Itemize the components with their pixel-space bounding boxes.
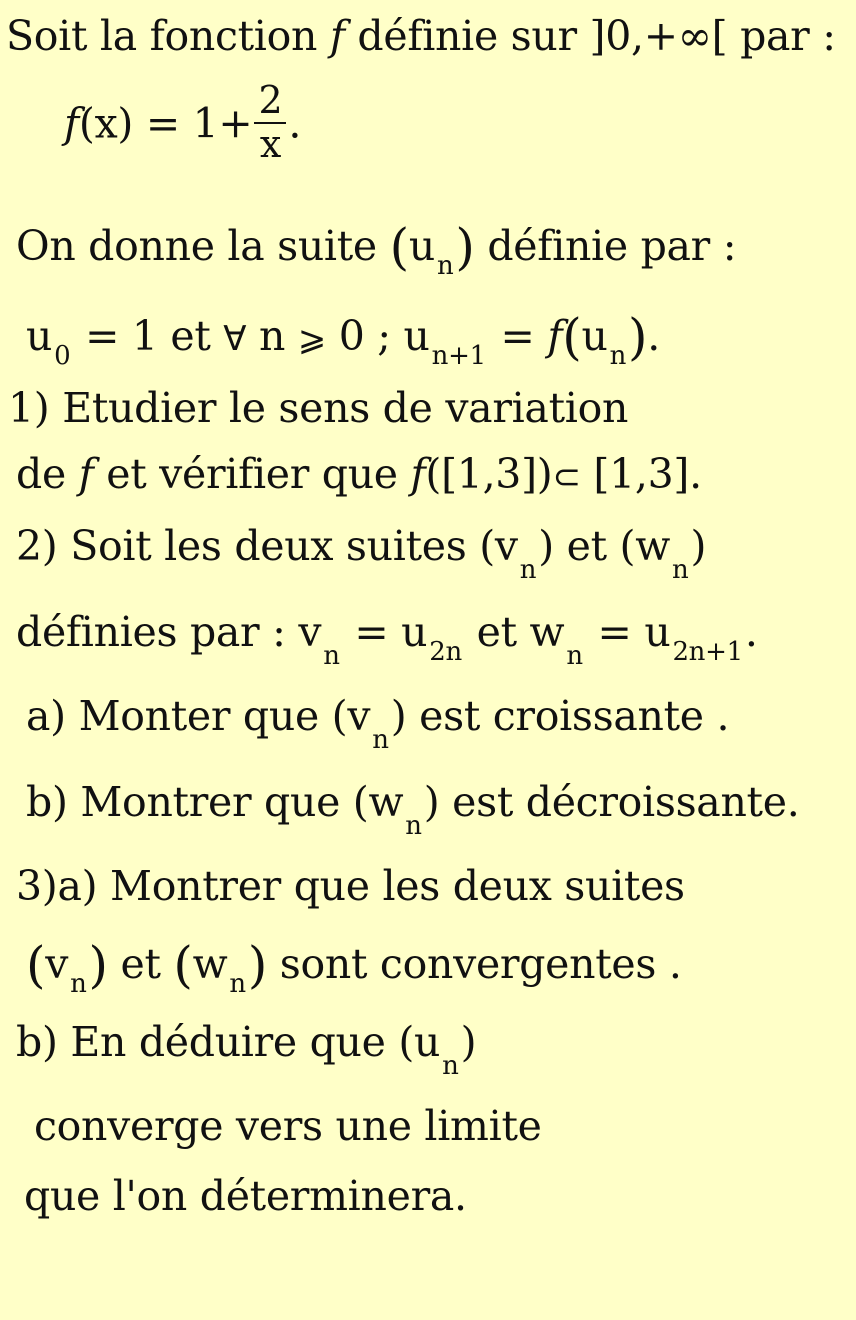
q2-def-end: .: [744, 608, 758, 656]
vn-def-subscript: n: [323, 641, 340, 671]
q2a-subscript: n: [372, 725, 389, 755]
q1-text-a: de: [16, 450, 79, 498]
q1-text-b: et vérifier que: [93, 450, 411, 498]
question-2a: [26, 692, 730, 755]
u2n-subscript: 2n: [429, 637, 462, 667]
un-symbol: u: [581, 312, 608, 360]
q1-text-d: [1,3].: [580, 450, 702, 498]
question-2-line-2: [16, 608, 758, 671]
w-symbol: w: [192, 940, 228, 988]
q3a-text: 3)a) Montrer que les deux suites: [16, 862, 685, 910]
q2b-text-b: ) est décroissante.: [423, 778, 800, 826]
paren-close-v: ): [88, 936, 108, 994]
question-2b: [26, 778, 800, 841]
un1-subscript: n+1: [431, 341, 486, 371]
intro-text-a: Soit la fonction: [6, 12, 330, 60]
q1-f2: f: [410, 450, 426, 498]
question-3b-line-3: [24, 1172, 467, 1220]
question-3a-line-2: [26, 936, 682, 999]
q3a-text-b: sont convergentes .: [267, 940, 682, 988]
u0-subscript: 0: [54, 341, 71, 371]
recurrence-text-a: = 1 et: [72, 312, 224, 360]
fraction-denominator: x: [259, 121, 281, 166]
function-f: f: [329, 12, 345, 60]
intro-line: [6, 12, 836, 60]
fraction: [254, 80, 286, 166]
q2-def-d: = u: [584, 608, 671, 656]
u0-symbol: u: [26, 312, 53, 360]
u-symbol: u: [408, 222, 435, 270]
un-subscript: n: [609, 341, 627, 371]
q2a-text-b: ) est croissante .: [390, 692, 730, 740]
function-lhs: (x) = 1+: [78, 99, 253, 148]
paren-open-v: (: [26, 936, 46, 994]
q2-def-b: = u: [341, 608, 428, 656]
q3b-text-a: b) En déduire que (u: [16, 1018, 441, 1066]
q3b-text-b: ): [460, 1018, 477, 1066]
question-3b-line-1: [16, 1018, 477, 1081]
question-3b-line-2: [34, 1102, 542, 1150]
recurrence-text-b: n: [246, 312, 298, 360]
v-symbol: v: [45, 940, 69, 988]
q2-def-c: et w: [463, 608, 565, 656]
paren-close-2: ): [628, 308, 648, 366]
paren-open: (: [389, 218, 409, 276]
vn-subscript: n: [519, 555, 537, 585]
recurrence-text-d: =: [487, 312, 548, 360]
question-2-line-1: [16, 522, 707, 585]
q3b-text-l3: que l'on déterminera.: [24, 1172, 467, 1220]
q2a-text-a: a) Monter que (v: [26, 692, 371, 740]
w-subscript: n: [229, 969, 246, 999]
sequence-intro: [16, 218, 737, 281]
question-1-line-2: [16, 450, 702, 498]
q2b-subscript: n: [405, 811, 422, 841]
q2-text-a: 2) Soit les deux suites (v: [16, 522, 518, 570]
question-1-line-1: [8, 384, 629, 432]
paren-close: ): [455, 218, 475, 276]
subset-symbol: ⊂: [552, 457, 581, 497]
recurrence-text-c: 0 ; u: [326, 312, 430, 360]
u-subscript: n: [436, 251, 454, 281]
geq-symbol: ⩾: [297, 319, 327, 359]
paren-close-w: ): [247, 936, 268, 994]
q1-f: f: [78, 450, 94, 498]
definition-end: .: [288, 99, 302, 148]
wn-subscript: n: [672, 555, 689, 585]
sequence-text-a: On donne la suite: [16, 222, 390, 270]
v-subscript: n: [70, 969, 87, 999]
paren-open-2: (: [562, 308, 582, 366]
u2n1-subscript: 2n+1: [672, 637, 743, 667]
function-f-def: f: [64, 99, 79, 148]
wn-def-subscript: n: [566, 641, 583, 671]
fraction-numerator: 2: [254, 80, 286, 124]
paren-open-w: (: [173, 936, 193, 994]
q3b-text-l2: converge vers une limite: [34, 1102, 542, 1150]
q1-text-c: ([1,3]): [425, 450, 553, 498]
question-1-text: 1) Etudier le sens de variation: [8, 384, 629, 432]
intro-text-b: définie sur ]0,+∞[ par :: [344, 12, 836, 60]
forall-symbol: ∀: [223, 319, 247, 359]
q2-text-c: ): [690, 522, 707, 570]
q3b-subscript: n: [442, 1051, 459, 1081]
q2-text-b: ) et (w: [538, 522, 671, 570]
question-3a-line-1: [16, 862, 685, 910]
recurrence-end: .: [647, 312, 660, 360]
sequence-text-b: définie par :: [474, 222, 737, 270]
q2b-text-a: b) Montrer que (w: [26, 778, 404, 826]
q2-def-a: définies par : v: [16, 608, 322, 656]
function-definition: [64, 78, 302, 170]
recurrence-f: f: [547, 312, 563, 360]
recurrence-line: [26, 308, 660, 371]
q3a-et: et: [107, 940, 174, 988]
